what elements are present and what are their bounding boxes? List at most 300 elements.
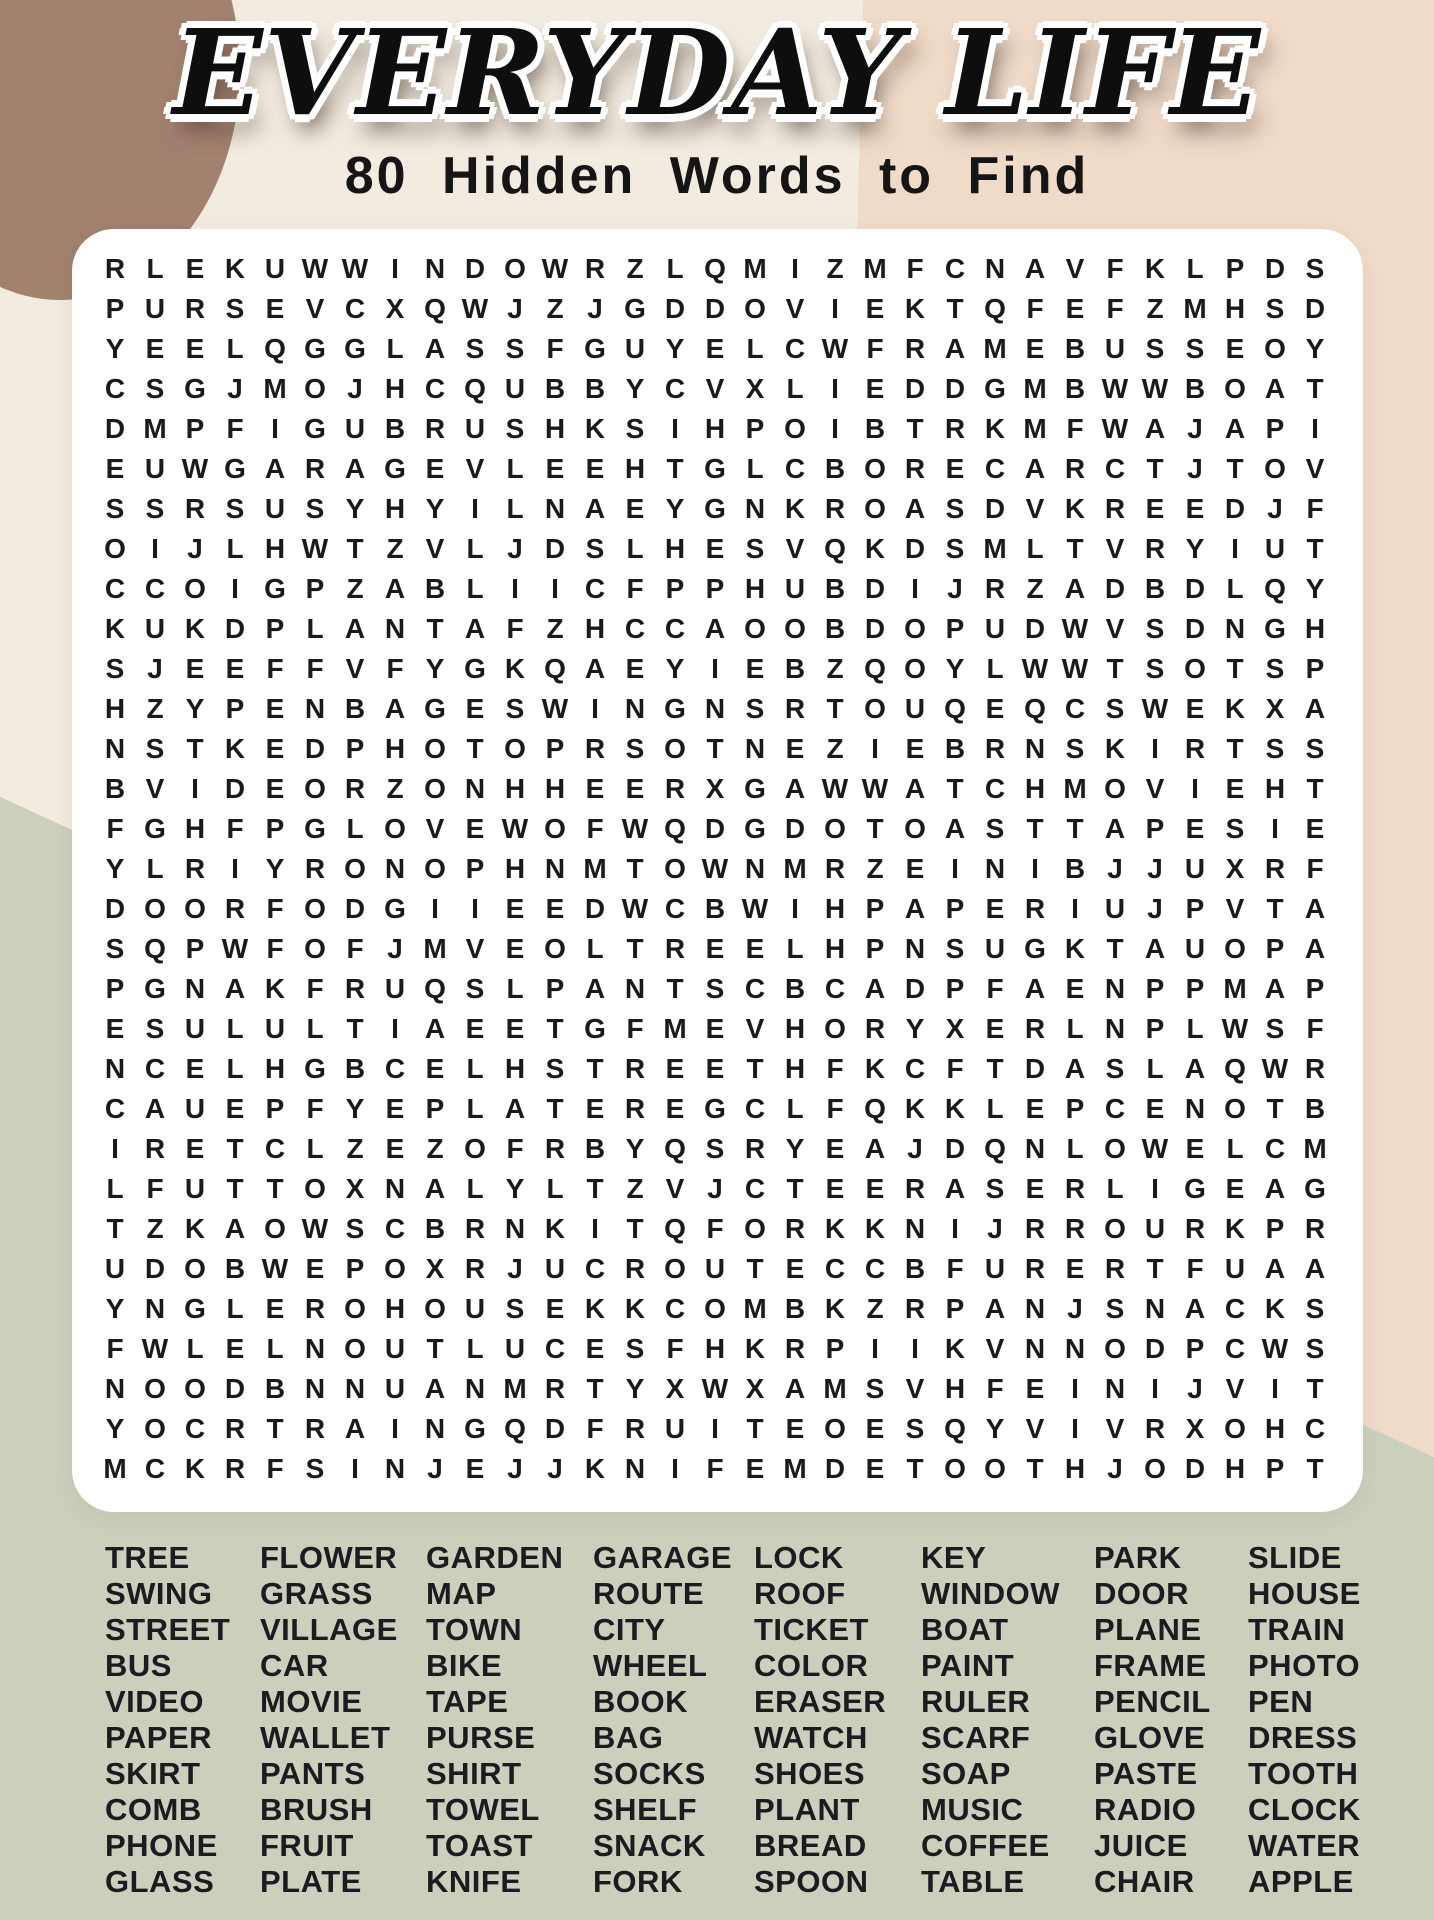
grid-letter: O — [384, 1253, 406, 1284]
grid-letter: T — [426, 613, 444, 644]
grid-letter: A — [584, 973, 606, 1004]
grid-letter: A — [584, 653, 606, 684]
grid-letter: X — [345, 1173, 365, 1204]
grid-letter: W — [301, 253, 329, 284]
grid-letter: W — [501, 813, 529, 844]
grid-letter: J — [387, 933, 403, 964]
grid-letter: F — [266, 933, 284, 964]
grid-letter: L — [146, 253, 164, 284]
grid-letter: I — [1231, 533, 1239, 564]
grid-letter: R — [224, 1453, 246, 1484]
grid-letter: W — [1141, 1133, 1169, 1164]
grid-letter: C — [744, 973, 766, 1004]
word-item: COFFEE — [921, 1828, 1050, 1863]
grid-letter: P — [1145, 1013, 1165, 1044]
grid-letter: O — [824, 1013, 846, 1044]
grid-letter: F — [146, 1173, 164, 1204]
grid-letter: F — [586, 813, 604, 844]
grid-letter: F — [106, 1333, 124, 1364]
grid-letter: D — [824, 1453, 846, 1484]
word-column — [260, 1540, 426, 1900]
grid-letter: P — [745, 413, 765, 444]
grid-letter: Q — [544, 653, 566, 684]
grid-letter: K — [184, 1453, 206, 1484]
grid-letter: F — [626, 573, 644, 604]
grid-letter: T — [1066, 533, 1084, 564]
grid-letter: D — [904, 973, 926, 1004]
grid-letter: G — [704, 1093, 726, 1124]
grid-letter: C — [144, 1053, 166, 1084]
grid-letter: I — [1271, 1373, 1279, 1404]
grid-letter: K — [864, 1053, 886, 1084]
word-item: PHONE — [105, 1828, 218, 1863]
grid-letter: W — [1101, 413, 1129, 444]
grid-letter: W — [1061, 653, 1089, 684]
grid-letter: C — [104, 573, 126, 604]
grid-letter: F — [226, 813, 244, 844]
word-item: TOAST — [426, 1828, 533, 1863]
grid-letter: U — [544, 1253, 566, 1284]
grid-letter: C — [384, 1053, 406, 1084]
grid-letter: X — [425, 1253, 445, 1284]
grid-letter: Z — [386, 533, 404, 564]
grid-letter: N — [1144, 1293, 1166, 1324]
grid-letter: F — [266, 653, 284, 684]
grid-letter: O — [304, 933, 326, 964]
word-item: PLANE — [1094, 1612, 1202, 1647]
grid-letter: Y — [185, 693, 205, 724]
grid-letter: A — [224, 973, 246, 1004]
word-column — [426, 1540, 593, 1900]
grid-letter: V — [465, 933, 485, 964]
grid-letter: F — [1306, 493, 1324, 524]
grid-letter: S — [625, 733, 645, 764]
grid-letter: Y — [665, 653, 685, 684]
grid-letter: L — [186, 1333, 204, 1364]
grid-letter: S — [505, 333, 525, 364]
grid-letter: F — [386, 653, 404, 684]
grid-letter: K — [1264, 1293, 1286, 1324]
grid-letter: K — [784, 493, 806, 524]
grid-letter: O — [1104, 1213, 1126, 1244]
word-item: TRAIN — [1248, 1612, 1346, 1647]
grid-letter: N — [744, 853, 766, 884]
grid-letter: A — [384, 693, 406, 724]
word-item: PAINT — [921, 1648, 1015, 1683]
grid-letter: E — [1025, 1093, 1045, 1124]
grid-letter: G — [744, 813, 766, 844]
grid-letter: D — [944, 373, 966, 404]
word-item: ERASER — [754, 1684, 887, 1719]
grid-letter: B — [344, 693, 366, 724]
grid-letter: S — [1265, 1013, 1285, 1044]
grid-letter: T — [1226, 653, 1244, 684]
grid-letter: I — [231, 853, 239, 884]
word-item: BAG — [593, 1720, 664, 1755]
grid-letter: P — [1305, 973, 1325, 1004]
grid-letter: G — [584, 333, 606, 364]
grid-letter: M — [423, 933, 447, 964]
grid-letter: L — [386, 333, 404, 364]
grid-letter: U — [264, 1013, 286, 1044]
grid-letter: Y — [345, 493, 365, 524]
grid-letter: G — [384, 453, 406, 484]
grid-letter: P — [705, 573, 725, 604]
grid-letter: W — [141, 1333, 169, 1364]
grid-letter: A — [144, 1093, 166, 1124]
grid-letter: D — [104, 893, 126, 924]
grid-letter: U — [144, 293, 166, 324]
grid-letter: K — [584, 413, 606, 444]
grid-letter: S — [1105, 1053, 1125, 1084]
grid-letter: O — [104, 533, 126, 564]
grid-letter: C — [1104, 1093, 1126, 1124]
grid-letter: O — [344, 853, 366, 884]
grid-letter: Y — [1305, 333, 1325, 364]
grid-letter: I — [191, 773, 199, 804]
grid-letter: G — [344, 333, 366, 364]
grid-letter: J — [1267, 493, 1283, 524]
grid-letter: R — [1104, 1253, 1126, 1284]
word-item: JUICE — [1094, 1828, 1188, 1863]
grid-letter: K — [864, 1213, 886, 1244]
grid-letter: Y — [625, 1133, 645, 1164]
word-item: WATCH — [754, 1720, 868, 1755]
grid-letter: D — [704, 813, 726, 844]
grid-letter: S — [105, 493, 125, 524]
word-column — [754, 1540, 921, 1900]
grid-letter: G — [464, 1413, 486, 1444]
grid-letter: R — [864, 1013, 886, 1044]
grid-letter: P — [225, 693, 245, 724]
grid-letter: H — [1064, 1453, 1086, 1484]
grid-letter: A — [464, 613, 486, 644]
grid-letter: P — [825, 1333, 845, 1364]
grid-letter: S — [1105, 1293, 1125, 1324]
grid-letter: Y — [625, 1373, 645, 1404]
grid-letter: E — [825, 1173, 845, 1204]
grid-letter: O — [824, 813, 846, 844]
grid-letter: H — [704, 413, 726, 444]
grid-letter: E — [265, 733, 285, 764]
grid-letter: J — [227, 373, 243, 404]
word-item: SOAP — [921, 1756, 1011, 1791]
grid-letter: T — [346, 1013, 364, 1044]
grid-letter: R — [344, 973, 366, 1004]
grid-letter: E — [745, 933, 765, 964]
grid-letter: S — [1265, 653, 1285, 684]
grid-letter: E — [105, 1013, 125, 1044]
grid-letter: I — [391, 253, 399, 284]
grid-letter: M — [783, 1453, 807, 1484]
grid-letter: D — [344, 893, 366, 924]
grid-letter: S — [985, 1173, 1005, 1204]
grid-letter: Q — [944, 693, 966, 724]
grid-letter: I — [711, 1413, 719, 1444]
grid-letter: K — [944, 1093, 966, 1124]
word-item: ROOF — [754, 1576, 846, 1611]
grid-letter: A — [1304, 693, 1326, 724]
grid-letter: I — [231, 573, 239, 604]
grid-letter: U — [184, 1013, 206, 1044]
grid-letter: S — [1305, 253, 1325, 284]
grid-letter: H — [544, 773, 566, 804]
grid-letter: U — [904, 693, 926, 724]
grid-letter: B — [1184, 373, 1206, 404]
grid-letter: R — [784, 1213, 806, 1244]
grid-letter: P — [1305, 653, 1325, 684]
grid-letter: U — [984, 933, 1006, 964]
grid-letter: T — [1026, 1453, 1044, 1484]
word-item: COLOR — [754, 1648, 869, 1683]
grid-letter: N — [384, 1173, 406, 1204]
grid-letter: V — [905, 1373, 925, 1404]
grid-letter: K — [1104, 733, 1126, 764]
grid-letter: I — [671, 413, 679, 444]
grid-letter: D — [1144, 1333, 1166, 1364]
grid-letter: E — [1145, 493, 1165, 524]
grid-letter: E — [985, 693, 1005, 724]
grid-letter: Q — [704, 253, 726, 284]
grid-letter: K — [224, 253, 246, 284]
grid-letter: P — [545, 973, 565, 1004]
grid-letter: E — [185, 253, 205, 284]
grid-letter: N — [1104, 1013, 1126, 1044]
grid-letter: C — [744, 1173, 766, 1204]
grid-letter: E — [705, 333, 725, 364]
grid-letter: E — [865, 293, 885, 324]
grid-letter: R — [304, 1413, 326, 1444]
grid-letter: R — [1144, 1413, 1166, 1444]
grid-letter: D — [144, 1253, 166, 1284]
grid-letter: E — [265, 293, 285, 324]
grid-letter: P — [345, 733, 365, 764]
grid-letter: O — [184, 1253, 206, 1284]
grid-letter: Y — [505, 1173, 525, 1204]
grid-letter: A — [1064, 573, 1086, 604]
grid-letter: T — [586, 1173, 604, 1204]
grid-letter: F — [1306, 1013, 1324, 1044]
grid-letter: K — [184, 613, 206, 644]
grid-letter: S — [1305, 733, 1325, 764]
grid-letter: C — [184, 1413, 206, 1444]
grid-letter: A — [1184, 1293, 1206, 1324]
grid-letter: N — [904, 933, 926, 964]
grid-letter: L — [506, 453, 524, 484]
grid-letter: I — [471, 893, 479, 924]
grid-letter: G — [384, 893, 406, 924]
grid-letter: B — [784, 1293, 806, 1324]
grid-letter: C — [864, 1253, 886, 1284]
grid-letter: S — [1265, 733, 1285, 764]
grid-letter: Y — [785, 1133, 805, 1164]
grid-letter: B — [944, 733, 966, 764]
grid-letter: R — [224, 893, 246, 924]
grid-letter: O — [784, 613, 806, 644]
grid-letter: F — [346, 933, 364, 964]
grid-letter: G — [304, 1053, 326, 1084]
grid-letter: N — [104, 1053, 126, 1084]
grid-letter: H — [184, 813, 206, 844]
grid-letter: F — [306, 973, 324, 1004]
grid-letter: J — [1187, 413, 1203, 444]
grid-letter: K — [1144, 253, 1166, 284]
grid-letter: Q — [824, 533, 846, 564]
grid-letter: X — [945, 1013, 965, 1044]
grid-letter: U — [504, 1333, 526, 1364]
grid-letter: B — [424, 573, 446, 604]
grid-letter: A — [944, 333, 966, 364]
grid-letter: N — [624, 973, 646, 1004]
grid-letter: K — [1064, 493, 1086, 524]
grid-letter: K — [264, 973, 286, 1004]
grid-letter: T — [626, 933, 644, 964]
grid-letter: T — [1306, 1453, 1324, 1484]
grid-letter: G — [704, 493, 726, 524]
grid-letter: T — [106, 1213, 124, 1244]
grid-letter: N — [624, 1453, 646, 1484]
grid-letter: W — [261, 1253, 289, 1284]
grid-letter: B — [824, 573, 846, 604]
grid-letter: L — [666, 253, 684, 284]
grid-letter: R — [464, 1253, 486, 1284]
grid-letter: Q — [1024, 693, 1046, 724]
grid-letter: S — [625, 413, 645, 444]
grid-letter: S — [985, 813, 1005, 844]
grid-letter: A — [1144, 413, 1166, 444]
grid-letter: L — [506, 973, 524, 1004]
grid-letter: R — [1024, 893, 1046, 924]
grid-letter: T — [1106, 653, 1124, 684]
grid-letter: G — [184, 1293, 206, 1324]
grid-letter: K — [904, 293, 926, 324]
grid-letter: T — [546, 1013, 564, 1044]
grid-letter: E — [1305, 813, 1325, 844]
grid-letter: D — [704, 293, 726, 324]
grid-letter: X — [705, 773, 725, 804]
grid-letter: O — [1104, 1333, 1126, 1364]
grid-letter: C — [144, 573, 166, 604]
grid-letter: R — [424, 413, 446, 444]
grid-letter: E — [465, 693, 485, 724]
grid-letter: S — [145, 493, 165, 524]
grid-letter: Q — [424, 293, 446, 324]
grid-letter: M — [1183, 293, 1207, 324]
grid-letter: Q — [464, 373, 486, 404]
grid-letter: S — [345, 1213, 365, 1244]
grid-letter: C — [784, 333, 806, 364]
grid-letter: E — [545, 893, 565, 924]
grid-letter: O — [184, 893, 206, 924]
word-column — [1094, 1540, 1248, 1900]
grid-letter: N — [424, 253, 446, 284]
grid-letter: W — [621, 813, 649, 844]
grid-letter: B — [704, 893, 726, 924]
grid-letter: J — [947, 573, 963, 604]
grid-letter: N — [304, 1373, 326, 1404]
grid-letter: E — [705, 933, 725, 964]
grid-letter: D — [224, 773, 246, 804]
grid-letter: I — [911, 1333, 919, 1364]
grid-letter: R — [744, 1133, 766, 1164]
grid-letter: F — [506, 613, 524, 644]
grid-letter: W — [1141, 373, 1169, 404]
grid-letter: E — [1225, 1173, 1245, 1204]
grid-letter: R — [824, 853, 846, 884]
grid-letter: A — [904, 893, 926, 924]
grid-letter: O — [744, 613, 766, 644]
grid-letter: L — [466, 1093, 484, 1124]
grid-letter: P — [1265, 1453, 1285, 1484]
grid-letter: D — [984, 493, 1006, 524]
grid-letter: B — [344, 1053, 366, 1084]
grid-letter: C — [1104, 453, 1126, 484]
grid-letter: E — [905, 853, 925, 884]
word-item: BIKE — [426, 1648, 503, 1683]
grid-letter: A — [1144, 933, 1166, 964]
grid-letter: R — [1304, 1213, 1326, 1244]
page-subtitle: 80 Hidden Words to Find — [344, 147, 1090, 205]
grid-letter: E — [865, 373, 885, 404]
grid-letter: H — [504, 1053, 526, 1084]
grid-letter: K — [504, 653, 526, 684]
grid-letter: N — [384, 613, 406, 644]
word-item: SHOES — [754, 1756, 866, 1791]
grid-letter: Y — [425, 653, 445, 684]
grid-letter: M — [1023, 373, 1047, 404]
grid-letter: T — [626, 1213, 644, 1244]
word-item: FRUIT — [260, 1828, 354, 1863]
grid-letter: K — [624, 1293, 646, 1324]
word-item: TOWEL — [426, 1792, 540, 1827]
grid-letter: V — [305, 293, 325, 324]
grid-letter: A — [264, 453, 286, 484]
grid-letter: R — [224, 1413, 246, 1444]
grid-letter: D — [1184, 1453, 1206, 1484]
grid-letter: P — [1185, 973, 1205, 1004]
grid-letter: U — [1224, 1253, 1246, 1284]
grid-letter: F — [826, 1093, 844, 1124]
grid-letter: W — [1221, 1013, 1249, 1044]
grid-letter: E — [745, 1453, 765, 1484]
grid-letter: O — [704, 1293, 726, 1324]
grid-letter: A — [384, 573, 406, 604]
grid-letter: V — [1025, 1413, 1045, 1444]
grid-letter: X — [1185, 1413, 1205, 1444]
grid-letter: N — [1184, 1093, 1206, 1124]
grid-letter: E — [225, 1333, 245, 1364]
grid-letter: P — [465, 853, 485, 884]
grid-letter: E — [1225, 333, 1245, 364]
grid-letter: J — [587, 293, 603, 324]
grid-letter: K — [824, 1213, 846, 1244]
grid-letter: R — [784, 693, 806, 724]
grid-letter: N — [304, 693, 326, 724]
grid-letter: P — [665, 573, 685, 604]
grid-letter: F — [946, 1053, 964, 1084]
grid-letter: A — [704, 613, 726, 644]
grid-letter: G — [984, 373, 1006, 404]
grid-letter: U — [464, 1293, 486, 1324]
grid-letter: I — [911, 573, 919, 604]
grid-letter: T — [866, 813, 884, 844]
grid-letter: U — [1104, 333, 1126, 364]
grid-letter: S — [1145, 333, 1165, 364]
grid-letter: E — [385, 1133, 405, 1164]
grid-letter: C — [104, 373, 126, 404]
grid-letter: S — [1145, 613, 1165, 644]
grid-letter: M — [783, 853, 807, 884]
